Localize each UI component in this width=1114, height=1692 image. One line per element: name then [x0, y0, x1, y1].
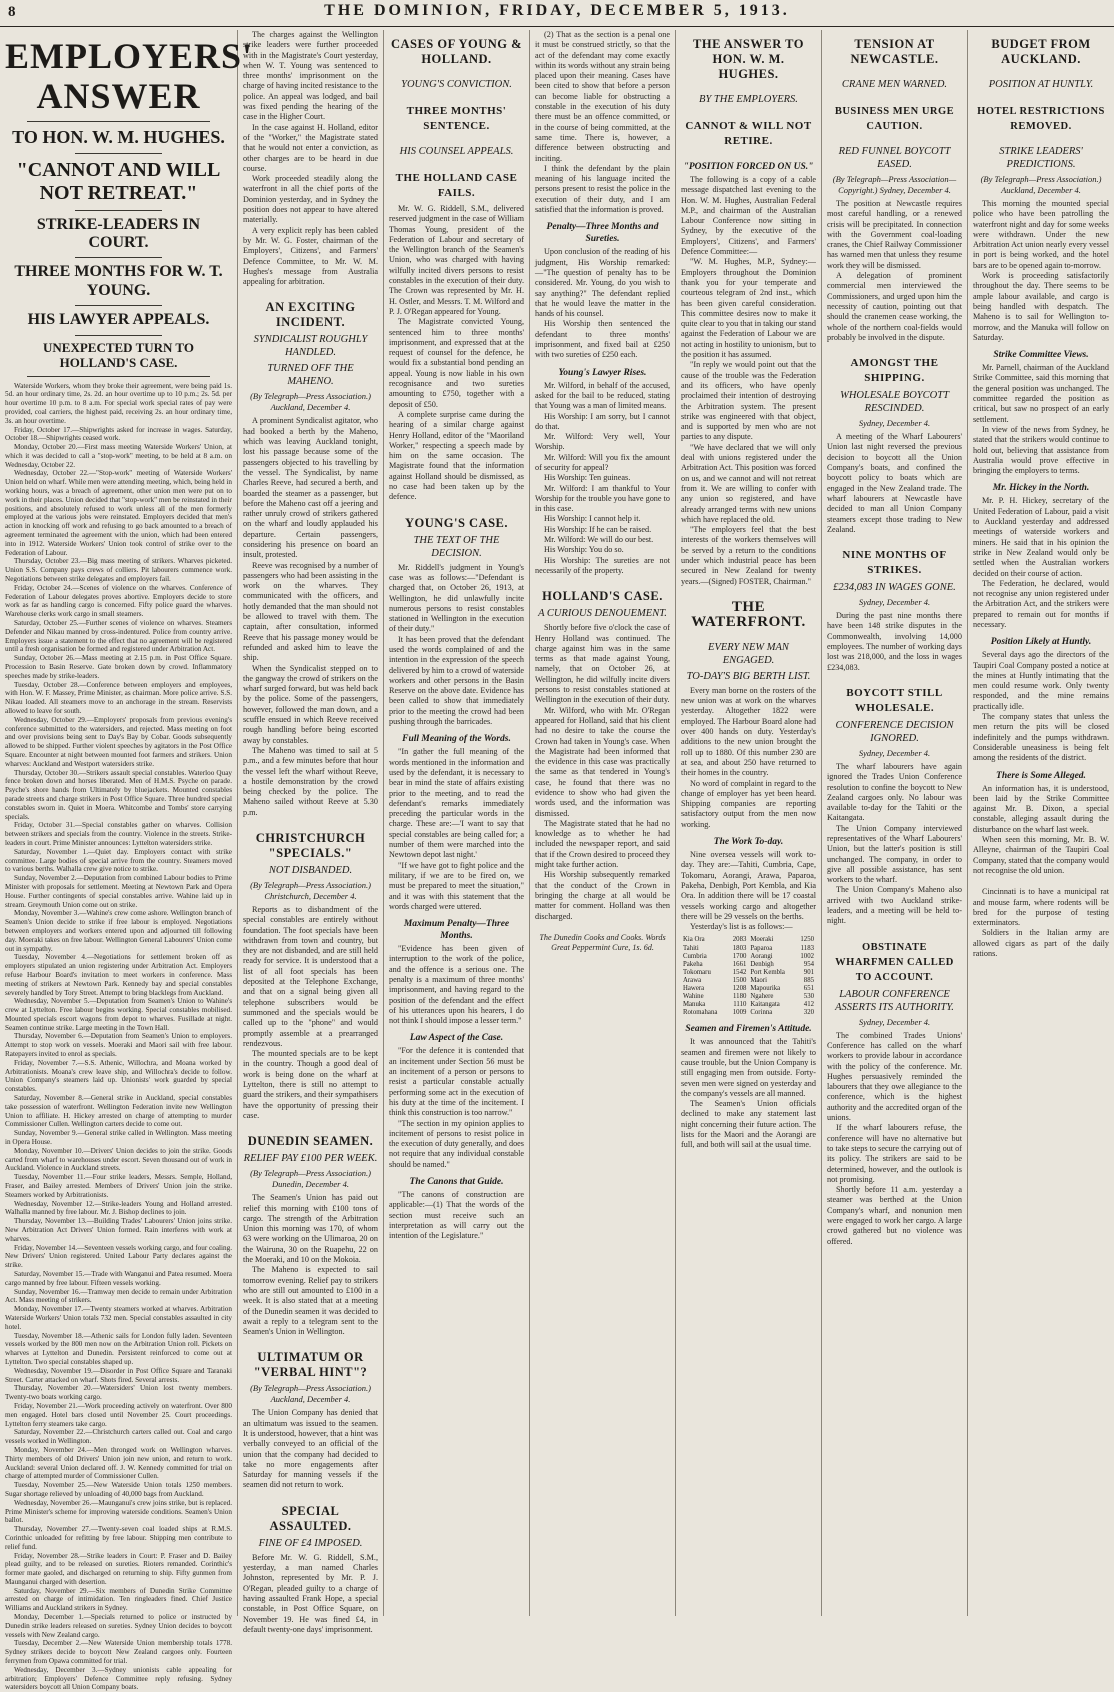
- tally-count: 1500: [732, 976, 747, 984]
- diary-entry: Monday, December 1.—Specials returned to police or instructed by Dunedin strike leaders released on sureties. Sydney Union decides to boycott vessels with New Zealand cargo.: [5, 1613, 232, 1639]
- diary-entry: Monday, November 3.—Wahine's crew come ashore. Wellington branch of Seamen's Union decide to strike if free labour is employed. Negotiations between employers and workers entered upon and adjourned till following day. Moeraki takes on free labour. Wellington General Labourers' Union come out in sympathy.: [5, 909, 232, 953]
- tally-count: 901: [803, 968, 814, 976]
- paragraph: No word of complaint in regard to the change of employer has yet been heard. Shipping companies are reporting satisfactory output from the men now working.: [681, 778, 816, 829]
- diary-entry: Wednesday, November 5.—Deputation from Seamen's Union to Wahine's crew at Lyttelton. Free labour begins working. Special constables mobilised. Mounted specials escort wagons from depot to wharves. Fusillade at night. Seamen continue strike. Large meeting in the Town Hall.: [5, 997, 232, 1032]
- dunedin-headline: DUNEDIN SEAMEN.: [247, 1134, 374, 1149]
- paragraph: Mr. Wilford, who with Mr. O'Regan appeared for Holland, said that his client had no desire to take the course the Crown had taken in Young's case. When the Magistrate had been informed that the evidence in this case was practically the same as that tendered in Young's case, he found that there was no evidence to show who had given the words used, and the information was dismissed.: [535, 705, 670, 818]
- boycott-body: [827, 762, 962, 927]
- hickey-body: [973, 496, 1109, 630]
- tally-row: [681, 1009, 816, 1017]
- diary-entry: Wednesday, October 29.—Employers' proposals from previous evening's conference submitted to the watersiders, and rejected. Mass meeting on foot and over provisions being sent to Day's Bay by Cobar. Goods subsequently allowed to be shipped. Further violent speeches by agitators in the Post Office Square. Encounter at night between mounted foot farmers and strikers. Union wharves: Auckland and Westport watersiders strike.: [5, 715, 232, 768]
- paragraph: The company states that unless the men return the pits will be closed indefinitely and the pumps withdrawn. Considerable uneasiness is being felt among the residents of the district.: [973, 712, 1109, 763]
- tally-vessel: Corinna: [750, 1009, 773, 1017]
- paragraph: Mr. Wilford: Very well, Your Worship.: [535, 432, 670, 452]
- auckland-subhead-2: HOTEL RESTRICTIONS REMOVED.: [977, 106, 1105, 132]
- column-2: [238, 30, 384, 1634]
- tally-vessel: Hawera: [683, 984, 705, 992]
- paragraph: His Worship: You do so.: [544, 545, 624, 555]
- paragraph: Mr. Parnell, chairman of the Auckland Strike Committee, said this morning that the general position was unchanged. The committee regarded the position as critical, but saw no prospect of an early settlement.: [973, 363, 1109, 424]
- paragraph: The Maheno is expected to sail tomorrow evening. Relief pay to strikers who are still out amounted to £100 in a week. It is also stated that at a meeting of the Dunedin seamen it was decided to await a reply to a telegram sent to the Seamen's Union in Wellington.: [243, 1265, 378, 1337]
- paragraph: The Union Company interviewed representatives of the Wharf Labourers' Union, but the latter's position is still unchanged. The company, in order to give all possible assistance, has sent workers to the wharf.: [827, 823, 962, 885]
- diary-entry: Wednesday, October 22.—"Stop-work" meeting of Waterside Workers' Union held on wharf. While men were attending meeting, which, being held in working hours, was a breach of agreement, other union men were put on to work in their places. Union decided that "stop-work" men be reinstated in their positions, and absolutely refused to work unless all of the men formerly employed at the various jobs were reinstated. Employers decided that men's action in knocking off work and refusing to go back amounted to a breach of agreement terminated the agreement with the union, which had been entered into in 1912. Waterside Workers' Union took control of strike over to the Federation of Labour.: [5, 469, 232, 557]
- diary-entry: Friday, October 24.—Scenes of violence on the wharves. Conference of Federation of Labour delegates proves abortive. Employers decide to store work as far as handling cargo is concerned. Fifty police guard the wharves. Warehouse clerks work cargo in small steamers.: [5, 583, 232, 619]
- newcastle-body: [827, 199, 962, 343]
- diary-entry: Monday, October 20.—First mass meeting Waterside Workers' Union, at which it was decided to call a "stop-work" meeting, to be held at 8 a.m. on Wednesday, October 22.: [5, 443, 232, 469]
- tally-count: 1110: [733, 1001, 747, 1009]
- diary-entry: Thursday, November 20.—Watersiders' Union lost twenty members. Twenty-two boats working cargo.: [5, 1384, 232, 1402]
- penalty-sidehead: Penalty—Three Months and Sureties.: [546, 222, 659, 245]
- auckland-subhead-1: POSITION AT HUNTLY.: [988, 79, 1094, 90]
- position-forced-body: [681, 175, 816, 587]
- paragraph: The following is a copy of a cable message dispatched last evening to the Hon. W. M. Hughes, Australian Federal M.P., and chairman of the Australian Labour Conference now sitting in Sydney, by the executive of the Employers', Citizens', and Farmers' Defence Committee:—: [681, 175, 816, 257]
- paragraph: The Magistrate stated that he had no knowledge as to whether he had included the newspaper report, and said that if the Crown desired to proceed they might take further action.: [535, 818, 670, 870]
- special-assaulted-body: [243, 1553, 378, 1635]
- auckland-headline: BUDGET FROM AUCKLAND.: [991, 37, 1091, 66]
- paragraph: "The employers feel that the best interests of the workers themselves will be served by a return to the conditions under which industrial peace has been secured in New Zealand for twenty years.—(Signed) FOSTER, Chairman.": [681, 525, 816, 586]
- young-holland-body-5: [389, 1046, 524, 1170]
- diary-entry: Tuesday, November 18.—Athenic sails for London fully laden. Seventeen vessels worked by the 800 men now on the Arbitration Union roll. Pickets on wharves at Lyttelton and Dunedin. Persistent reinforced to come out at Lyttelton. Two special constables shaped up.: [5, 1331, 232, 1366]
- young-holland-subhead-3: HIS COUNSEL APPEALS.: [399, 146, 514, 157]
- paragraph: "For the defence it is contended that an incitement under Section 56 must be an incitement of a person or persons to resist a particular constable actually performing some act in the execution of his duty at the time of the incitement. I think this construction is too narrow.": [389, 1046, 524, 1118]
- paragraph: Mr. P. H. Hickey, secretary of the United Federation of Labour, paid a visit to Auckland yesterday and addressed meetings of waterside workers and miners. He said that in his opinion the strike in New Zealand would only be settled when the Australian workers decided on their course of action.: [973, 496, 1109, 578]
- paragraph: "Evidence has been given of interruption to the work of the police, and the offence is a serious one. The penalty is a maximum of three months' imprisonment, and having regard to the position of the defendant and the effect of his utterances upon his hearers, I do not think I should impose a lesser term.": [389, 944, 524, 1026]
- page-number: 8: [8, 4, 16, 20]
- diary-entry: Thursday, October 30.—Strikers assault special constables. Waterloo Quay fence broken down and horses liberated. Men of H.M.S. Psyche on parade. Psyche's shore hands from Ultimately by bluejackets. Mounted constables parade streets and charge strikers in Post Office Square. Three hundred special constables sworn in. Quiet in Moera. Whitcombe and Tombs' store carrying specials.: [5, 768, 232, 821]
- waterfront-subhead-2: TO-DAY'S BIG BERTH LIST.: [686, 670, 811, 682]
- tally-row: [681, 985, 816, 993]
- exciting-headline: AN EXCITING INCIDENT.: [265, 300, 356, 330]
- vessel-tally-table: [681, 936, 816, 1017]
- strike-committee-body: [973, 363, 1109, 476]
- tally-vessel: Manuka: [683, 1001, 706, 1009]
- paragraph: The Union Company's Maheno also arrived with two Auckland strike-leaders, and a meeting will be held to-night.: [827, 885, 962, 926]
- headline-deck-6: HIS LAWYER APPEALS.: [27, 311, 210, 329]
- paragraph: In the case against H. Holland, editor of the "Worker," the Magistrate stated that he would not enter a conviction, as other charges are to be heard in due course.: [243, 122, 378, 173]
- lead-headline: EMPLOYERS' ANSWER: [5, 36, 254, 116]
- paragraph: A very explicit reply has been cabled by Mr. W. G. Foster, chairman of the Employers', Citizens', and Farmers' Defence Committee, to Mr. W. M. Hughes's message from Australia appealing for arbitration.: [243, 225, 378, 287]
- auckland-subhead-3: STRIKE LEADERS' PREDICTIONS.: [999, 146, 1083, 170]
- tally-count: 1700: [732, 952, 747, 960]
- paragraph: A prominent Syndicalist agitator, who had booked a berth by the Maheno, which was leaving Auckland tonight, lost his passage because some of the passengers objected to his travelling by the vessel. The Syndicalist, by name Charles Reeve, had secured a berth, and boarded the steamer as a passenger, but before the Maheno cast off a jeering and rather unruly crowd of strikers gathered on the wharf and loudly applauded his departure. Certain passengers, considering his presence on board an insult, protested.: [243, 416, 378, 560]
- tally-count: 2083: [732, 936, 747, 944]
- paragraph: The Maheno was timed to sail at 5 p.m., and a few minutes before that hour the vessel left the wharf without Reeve, a hostile demonstration by the crowd being checked by the police. The Maheno sailed without Reeve at 5.30 p.m.: [243, 745, 378, 817]
- paragraph: The Magistrate convicted Young, sentenced him to three months' imprisonment, and expressed that at the request of counsel for the defence, he would fix a substantial bond pending an appeal. Young is now liable in his own recognisance and two sureties amounting to £750, together with a deposit of £50.: [389, 317, 524, 409]
- seamen-attitude-sidehead: Seamen and Firemen's Attitude.: [685, 1024, 812, 1035]
- paragraph: The combined Trades Unions' Conference has called on the wharf workers to provide labour in accordance with the policy of the conference. Mr. Hughes persuasively reminded the labourers that they owe allegiance to the conference, which is the highest authority and the accredited organ of the unions.: [827, 1030, 962, 1123]
- diary-entry: Wednesday, November 19.—Disorder in Post Office Square and Taranaki Street. Carter attacked on wharf. Shots fired. Several arrests.: [5, 1366, 232, 1384]
- paragraph: "We have declared that we will only deal with unions registered under the Arbitration Act. This position was forced on us, and we cannot and will not retreat from it. We are willing to confer with any union so registered, and have already arranged terms with new unions which have replaced the old.: [681, 442, 816, 524]
- christchurch-subhead: NOT DISBANDED.: [268, 865, 353, 876]
- alleged-sidehead: There is Some Alleged.: [996, 770, 1086, 781]
- position-forced-sidehead: "POSITION FORCED ON US.": [683, 162, 814, 172]
- diary-entry: Saturday, November 1.—Quiet day. Employers contact with strike committee. Large bodies of special arrive from the country. Steamers moved to various berths. Walhalla crew give notice to strike.: [5, 847, 232, 874]
- text-decision-subhead: THE TEXT OF THE DECISION.: [413, 534, 500, 559]
- nine-months-subhead: £234,083 IN WAGES GONE.: [833, 582, 956, 594]
- paragraph: Shortly before 11 a.m. yesterday a steamer was berthed at the Union Company's wharf, and nonunion men were engaged to work her cargo. A large crowd gathered but no violence was offered.: [827, 1185, 962, 1246]
- tally-count: 651: [803, 984, 814, 992]
- special-assaulted-subhead: FINE OF £4 IMPOSED.: [258, 1537, 363, 1549]
- tally-vessel: Cumbria: [683, 952, 707, 960]
- diary-entry: Tuesday, November 25.—New Waterside Union totals 1250 members. Sugar shortage relieved by unloading of 40,000 bags from Auckland.: [5, 1481, 232, 1498]
- obstinate-body: [827, 1031, 962, 1247]
- tally-vessel: Port Kembla: [750, 968, 785, 976]
- paragraph: A meeting of the Wharf Labourers' Union last night reversed the previous decision to boycott all the Union Company's boats, and confined the boycott policy to boats which are engaged in the New Zealand trade. The wharf labourers at Newcastle have decided to man all Union Company steamers except those trading to New Zealand.: [827, 432, 962, 534]
- paragraph: It was announced that the Tahiti's seamen and firemen were not likely to cause trouble, but the Union Company is still engaging men from outside. Forty-seven men were signed on yesterday and the company's vessels are all manned.: [681, 1037, 816, 1098]
- tally-vessel: Wahine: [683, 993, 704, 1001]
- dunedin-subhead: RELIEF PAY £100 PER WEEK.: [243, 1153, 378, 1165]
- headline-deck-4: STRIKE-LEADERS IN COURT.: [36, 215, 201, 252]
- exciting-dateline: (By Telegraph—Press Association.) Auckland, December 4.: [250, 391, 371, 413]
- headline-deck-7: UNEXPECTED TURN TO HOLLAND'S CASE.: [43, 339, 194, 370]
- lawyer-sidehead: Young's Lawyer Rises.: [558, 367, 647, 378]
- paragraph: Soldiers in the Italian army are allowed cigars as part of the daily rations.: [973, 928, 1109, 958]
- penalty-body: [535, 247, 670, 360]
- diary-entry: Tuesday, December 2.—New Waterside Union membership totals 1778. Sydney strikers decide to boycott New Zealand cargoes only. Fourteen ferrymen from Opawa committed for trial.: [5, 1639, 232, 1666]
- dunedin-body: [243, 1193, 378, 1337]
- paragraph: An information has, it is understood, been laid by the Strike Committee against Mr. B. Dixon, a special constable, alleging assault during the disturbance on the wharf last week.: [973, 783, 1109, 834]
- christchurch-headline: CHRISTCHURCH "SPECIALS.": [255, 831, 366, 860]
- diary-entry: Sunday, October 26.—Mass meeting at 2.15 p.m. in Post Office Square. Procession to Basin Reserve. Gate broken down by crowd. Inflammatory speeches made by strike-leaders.: [5, 654, 232, 680]
- tally-row: [681, 1001, 816, 1009]
- paragraph: When the Syndicalist stepped on to the gangway the crowd of strikers on the wharf surged forward, but was held back by the police. Some of the passengers, however, followed the man down, and a scuffle ensued in which Reeve received rough handling before being escorted away by constables.: [243, 663, 378, 745]
- obstinate-headline: OBSTINATE WHARFMEN CALLED TO ACCOUNT.: [835, 941, 954, 983]
- boycott-headline: BOYCOTT STILL WHOLESALE.: [846, 686, 943, 714]
- paragraph: His Worship: If he can be raised.: [544, 524, 652, 534]
- paragraph: The Federation, he declared, would not recognise any union registered under the Arbitration Act, and the strikers were prepared to remain out for months if necessary.: [973, 578, 1109, 629]
- paragraph: Yesterday's list is as follows:—: [690, 922, 793, 932]
- boycott-subhead: CONFERENCE DECISION IGNORED.: [835, 719, 954, 744]
- young-holland-subhead-2: THREE MONTHS' SENTENCE.: [406, 105, 507, 132]
- holland-fails-subhead: THE HOLLAND CASE FAILS.: [395, 172, 518, 199]
- alleged-body: [973, 784, 1109, 877]
- tally-row: [681, 953, 816, 961]
- paragraph: I think the defendant by the plain meaning of his language incited the persons present to resist the police in the execution of their duty, and I am satisfied that the information is proved.: [535, 163, 670, 215]
- paragraph: Several days ago the directors of the Taupiri Coal Company posted a notice at the mines at Huntly intimating that the men could resume work. Only twenty responded, and the mine remains practically idle.: [973, 650, 1109, 711]
- newcastle-dateline: (By Telegraph—Press Association—Copyright.) Sydney, December 4.: [832, 174, 957, 195]
- young-holland-body-2: [389, 563, 524, 728]
- paragraph: The Seamen's Union officials declined to make any statement last night concerning their future action. The lists for the Maori and the Aorangi are full, and both will sail at the usual time.: [681, 1099, 816, 1150]
- nine-months-headline: NINE MONTHS OF STRIKES.: [842, 549, 947, 577]
- diary-entry: Sunday, November 16.—Tramway men decide to remain under Arbitration Act. Mass meeting of strikers.: [5, 1287, 232, 1305]
- diary-entry: Monday, November 10.—Drivers' Union decides to join the strike. Goods carted from wharf to warehouses under escort. Seven thousand out of work in Auckland. Violence in Auckland streets.: [5, 1146, 232, 1173]
- law-aspect-sidehead: Law Aspect of the Case.: [409, 1033, 504, 1044]
- tally-count: 1009: [732, 1009, 747, 1017]
- paragraph: It has been proved that the defendant used the words complained of and the intention in the expression of the speech delivered by him to a crowd of waterside workers and other persons in the Basin Reserve on the above date. Evidence has been called to show that immediately prior to the meeting the crowd had been pushing through the barricades.: [389, 634, 524, 727]
- diary-entry: Thursday, November 27.—Twenty-seven coal loaded ships at R.M.S. Corinthic unloaded for refitting by free labour. Shipping men contribute to relief fund.: [5, 1525, 232, 1551]
- diary-entry: Wednesday, November 26.—Maunganui's crew joins strike, but is replaced. Prime Minister's scheme for improving waterside conditions. Seamen's Union ballot.: [5, 1498, 232, 1525]
- diary-entry: Saturday, October 25.—Further scenes of violence on wharves. Steamers Defender and Nikau manned by cross-indentured. Police from country arrive. Employers issue a statement to the effect that no agreement will be registered until a fresh organisation be formed and registered under Arbitration Act.: [5, 619, 232, 654]
- column-1: [0, 30, 254, 1692]
- tally-vessel: Tokomaru: [683, 968, 711, 976]
- diary-entry: Monday, November 17.—Twenty steamers worked at wharves. Arbitration Waterside Workers' Union totals 732 men. Special constables assaulted in city hotel.: [5, 1305, 232, 1331]
- ultimatum-headline: ULTIMATUM OR "VERBAL HINT"?: [253, 1350, 368, 1380]
- work-today-body: [681, 850, 816, 932]
- paragraph: Mr. Wilford: We will do our best.: [544, 535, 654, 545]
- newcastle-subhead-3: RED FUNNEL BOYCOTT EASED.: [838, 146, 951, 170]
- lawyer-body: [535, 381, 670, 577]
- strike-diary: [5, 382, 232, 1692]
- diary-entry: Waterside Workers, whom they broke their agreement, were being paid 1s. 5d. an hour ordinary time, 2s. 2d. an hour overtime up to 10 p.m.; 2s. 5d. per hour overtime 10 p.m. to 8 a.m. For special work special rates of pay were provided, coal carriers, the highest paid, receiving 2s. an hour ordinary time, 3s. an hour overtime.: [5, 381, 232, 425]
- tally-vessel: Denbigh: [750, 960, 774, 968]
- paragraph: Mr. W. G. Riddell, S.M., delivered reserved judgment in the case of William Thomas Young, president of the Federation of Labour and secretary of the Wellington branch of the Seamen's Union, who was charged with having wilfully incited divers persons to resist constables in the execution of their duty. The Crown was represented by Mr. H. H. Ostler, and Messrs. T. M. Wilford and P. J. O'Regan appeared for Young.: [389, 204, 524, 316]
- answer-hughes-subhead-1: BY THE EMPLOYERS.: [699, 94, 798, 105]
- paragraph: A delegation of prominent commercial men interviewed the Commissioners, and urged upon him the necessity of caution, pointing out that should the cranemen cease working, the whole of the northern coal-fields would probably be involved in the dispute.: [827, 271, 962, 342]
- paragraph: Upon conclusion of the reading of his judgment, His Worship remarked:—"The question of penalty has to be considered. Mr. Young, do you wish to say anything?" The defendant replied that he would leave the matter in the hands of his counsel.: [535, 247, 670, 319]
- paragraph: "The section in my opinion applies to incitement of persons to resist police in the execution of duty generally, and does not require that any individual constable should be named.": [389, 1118, 524, 1169]
- paragraph: The Seamen's Union has paid out relief this morning with £100 tons of cargo. The strength of the Arbitration Union this morning was 170, of whom 63 were working on the Ulimaroa, 20 on the Wairuna, 30 on the Ruapehu, 22 on the Moeraki, and 10 on the Mokoia.: [243, 1193, 378, 1265]
- paragraph: Work proceeded steadily along the waterfront in all the chief ports of the Dominion yesterday, and in Sydney the position does not appear to have altered materially.: [243, 174, 378, 225]
- auckland-body: [973, 199, 1109, 343]
- diary-entry: Wednesday, December 3.—Sydney unionists cable appealing for arbitration; Employers' Defence Committee reply refusing. Sydney watersiders boycott all Union Company boats.: [5, 1665, 232, 1692]
- diary-entry: Friday, November 28.—Strike leaders in Court: P. Fraser and D. Bailey plead guilty, and to be released on sureties. Rioters remanded. Corinthic's former mate gaoled, and discharged on returning to ship. Fifty gunmen from Maunganui charged with desertion.: [5, 1551, 232, 1586]
- diary-entry: Sunday, November 2.—Deputation from combined Labour bodies to Prime Minister with proposals for settlement. Meeting at Newtown Park and Opera House. Further contingents of special constables arrive. Wahine laid up in stream. Greymouth Union come out on strike.: [5, 874, 232, 909]
- waterfront-body: [681, 686, 816, 830]
- diary-entry: Saturday, November 15.—Trade with Wanganui and Patea resumed. Moera cargo manned by free labour. Fifteen vessels working.: [5, 1270, 232, 1287]
- tally-count: 1208: [732, 984, 747, 992]
- tally-row: [681, 936, 816, 944]
- tally-row: [681, 993, 816, 1001]
- ultimatum-dateline: (By Telegraph—Press Association.) Auckland, December 4.: [250, 1383, 371, 1405]
- diary-entry: Thursday, October 23.—Big mass meeting of strikers. Wharves picketed. Union S.S. Company pays crews of colliers. Pit labourers commence work. Negotiations between strike delegates and employers fail.: [5, 557, 232, 584]
- intro-body: [243, 30, 378, 287]
- paragraph: Mr. Wilford: Will you fix the amount of security for appeal?: [535, 452, 670, 472]
- paragraph: Nine oversea vessels will work to-day. They are:—Tahiti, Cumbria, Cape, Tokomaru, Aorangi, Arawa, Paparoa, Pakeha, Denbigh, Port Kembla, and Kia Ora. In addition there will be 17 coastal vessels working cargo and altogether there will be 29 vessels on the berths.: [681, 850, 816, 921]
- obstinate-subhead: LABOUR CONFERENCE ASSERTS ITS AUTHORITY.: [835, 988, 954, 1013]
- paragraph: The mounted specials are to be kept in the country. Though a good deal of work is being done on the wharf at Lyttelton, there is still no attempt to guard the strikers, and their sympathisers have the opportunity of pressing their case.: [243, 1049, 378, 1120]
- tally-count: 1002: [800, 952, 814, 960]
- holland-case-headline: HOLLAND'S CASE.: [542, 589, 663, 604]
- paragraph: (2) That as the section is a penal one it must be construed strictly, so that the act of the defendant may come exactly within its words without any strain being placed upon their meaning. Cases have been cited to show that before a person can become liable for obstructing a constable in the execution of his duty there must be an offence committed, or in the course of being committed, at the same time. There is, however, a difference between obstructing and inciting.: [535, 30, 670, 163]
- paragraph: Mr. Wilford, in behalf of the accused, asked for the bail to be reduced, stating that Young was a man of limited means.: [535, 380, 670, 411]
- paragraph: If the wharf labourers refuse, the conference will have no alternative but to take steps to secure the carrying out of its policy. The strikers are said to be determined, however, and the outlook is not promising.: [827, 1123, 962, 1184]
- paragraph: "The canons of construction are applicable:—(1) That the words of the section must receive such an interpretation as will carry out the intention of the Legislature.": [389, 1190, 524, 1241]
- paragraph: The wharf labourers have again ignored the Trades Union Conference resolution to confine the boycott to New Zealand cargoes only. No labour was available to-day for the Tahiti or the Kaitangata.: [827, 761, 962, 823]
- diary-entry: Wednesday, November 12.—Strike-leaders Young and Holland arrested. Walhalla manned by free labour. Mr. J. Bishop declines to join.: [5, 1199, 232, 1217]
- tally-count: 412: [803, 1001, 814, 1009]
- young-holland-headline: CASES OF YOUNG & HOLLAND.: [390, 37, 523, 66]
- column-4: [530, 30, 676, 1616]
- column-3: [384, 30, 530, 1616]
- young-holland-body-1: [389, 204, 524, 503]
- tally-vessel: Arawa: [683, 976, 702, 984]
- newcastle-headline: TENSION AT NEWCASTLE.: [850, 37, 939, 66]
- decision-continued-body: [535, 30, 670, 215]
- paragraph: The Union Company has denied that an ultimatum was issued to the seamen. It is understood, however, that a hint was verbally conveyed to an official of the union that the company had decided to take no more engagements after Saturday for manning vessels if the seamen did not return to work.: [243, 1408, 378, 1490]
- tally-count: 1250: [800, 936, 814, 944]
- young-holland-body-3: [389, 747, 524, 912]
- diary-entry: Tuesday, October 28.—Conference between employers and employees, with Hon. W. F. Massey, Prime Minister, as chairman. More police arrive. S.S. Nikau loaded. All steamers move to an anchorage in the stream. Reservists allowed to leave for south.: [5, 680, 232, 715]
- tally-count: 885: [803, 976, 814, 984]
- paragraph: Reeve was recognised by a number of passengers who had been assisting in the work on the wharves. They communicated with the officers, and hotly demanded that the man should not be allowed to travel with them. The captain, after consultation, informed Reeve that his passage money would be refunded and asked him to leave the ship.: [243, 560, 378, 663]
- headline-deck-2: TO HON. W. M. HUGHES.: [12, 127, 225, 147]
- tally-count: 1803: [732, 944, 747, 952]
- shipping-dateline: Sydney, December 4.: [858, 418, 931, 429]
- diary-entry: Sunday, November 9.—General strike called in Wellington. Mass meeting in Opera House.: [5, 1129, 232, 1147]
- huntly-sidehead: Position Likely at Huntly.: [990, 637, 1092, 648]
- filler-body: [973, 887, 1109, 959]
- tally-row: [681, 969, 816, 977]
- tally-vessel: Mapourika: [750, 984, 781, 992]
- waterfront-headline: THE WATERFRONT.: [691, 598, 806, 630]
- newspaper-title: THE DOMINION, FRIDAY, DECEMBER 5, 1913.: [324, 2, 790, 19]
- footer-advert: The Dunedin Cooks and Cooks. Words Great Peppermint Cure, 1s. 6d.: [539, 932, 666, 953]
- tally-count: 1180: [733, 993, 747, 1001]
- tally-vessel: Aorangi: [750, 952, 773, 960]
- tally-vessel: Kaitangata: [750, 1001, 780, 1009]
- auckland-dateline: (By Telegraph—Press Association.) Auckland, December 4.: [980, 174, 1102, 195]
- paragraph: "In gather the full meaning of the words mentioned in the information and used by the defendant, it is necessary to bear in mind the state of affairs existing prior to the meeting, and to read the defendant's remarks immediately preceding the particular words in the charge. These are:—'I want to say that special constables are being called for; a number of them were marched into the Newtown depot last night.': [389, 747, 524, 860]
- paragraph: Mr. Wilford: I am thankful to Your Worship for the trouble you have gone to in this case.: [535, 483, 670, 514]
- diary-entry: Saturday, November 8.—General strike in Auckland, special constables take possession of waterfront. Wellington Federation invite new Wellington Union to affiliate. H. Hickey arrested on charge of attempting to murder Commissioner Cullen. Wellington carters decide to come out.: [5, 1094, 232, 1129]
- column-7: [968, 30, 1114, 1616]
- paragraph: In view of the news from Sydney, he stated that the strikers would continue to hold out, believing that assistance from Australia would prove effective in bringing the employers to terms.: [973, 424, 1109, 476]
- paragraph: His Worship: I cannot help it.: [544, 514, 641, 524]
- max-penalty-sidehead: Maximum Penalty—Three Months.: [403, 919, 510, 942]
- tally-vessel: Moeraki: [750, 936, 774, 944]
- tally-row: [681, 977, 816, 985]
- paragraph: His Worship subsequently remarked that the conduct of the Crown in bringing the charge at all would be matter for comment. Holland was then discharged.: [535, 870, 670, 921]
- paragraph: When seen this morning, Mr. B. W. Alleyne, chairman of the Taupiri Coal Company, stated that the company would not recognise the old union.: [973, 835, 1109, 875]
- headline-deck-5: THREE MONTHS FOR W. T. YOUNG.: [14, 263, 223, 299]
- nine-months-dateline: Sydney, December 4.: [858, 597, 931, 608]
- paragraph: Every man borne on the rosters of the new union was at work on the wharves yesterday. Altogether 1822 were employed. The Harbour Board alone had over 400 hands on duty. Yesterday's additions to the new union brought the roll up to 1880. Of this number 230 are at sea, and about 250 have returned to their homes in the country.: [681, 685, 816, 778]
- paragraph: Mr. Riddell's judgment in Young's case was as follows:—"Defendant is charged that, on October 26, 1913, at Wellington, he did unlawfully incite numerous persons to resist constables stationed in Wellington in the execution of their duty.": [389, 562, 524, 634]
- paragraph: "In reply we would point out that the cause of the trouble was the Federation and its officers, who have openly proclaimed their intention of destroying the Arbitration system. The present strike was engineered with that object, and is supported by men who are not parties to any dispute.: [681, 360, 816, 442]
- paragraph: Shortly before five o'clock the case of Henry Holland was continued. The charge against him was in the same terms as that made against Young, namely, that on October 26, at Wellington, he did wilfully incite divers persons to resist constables stationed at Wellington in the execution of their duty.: [535, 623, 670, 705]
- christchurch-dateline: (By Telegraph—Press Association.) Christchurch, December 4.: [250, 880, 371, 901]
- diary-entry: Tuesday, November 4.—Negotiations for settlement broken off as employers stipulated an union registering under Arbitration Act. Employers refuse Harbour Board's invitation to meet workers in conference. Mass meeting of strikers at Newtown Park. Kennedy bay and special constables severely handled by Tory Street. Attempt to bring blacklegs from Auckland.: [5, 953, 232, 997]
- tally-count: 1661: [732, 960, 747, 968]
- paragraph: Work is proceeding satisfactorily throughout the day. There seems to be ample labour available, and cargo is being handled with despatch. The Maheno is to sail for Wellington to-morrow, and the Manuka will follow on Saturday.: [973, 271, 1109, 342]
- young-holland-subhead-1: YOUNG'S CONVICTION.: [401, 79, 512, 90]
- column-6: [822, 30, 968, 1616]
- tally-row: [681, 961, 816, 969]
- diary-entry: Friday, October 17.—Shipwrights asked for increase in wages. Saturday, October 18.—Shipwrights ceased work.: [5, 425, 232, 443]
- exciting-subhead-2: TURNED OFF THE MAHENO.: [267, 363, 354, 388]
- young-holland-body-6: [389, 1190, 524, 1241]
- tally-vessel: Rotomahana: [683, 1009, 718, 1017]
- young-holland-body-4: [389, 944, 524, 1026]
- shipping-headline: AMONGST THE SHIPPING.: [850, 357, 939, 385]
- diary-entry: Friday, November 21.—Work proceeding actively on waterfront. Over 800 men engaged. Hotel bars closed until November 25. Court proceedings. Lyttelton ferry steamers take cargo.: [5, 1401, 232, 1428]
- exciting-body: [243, 416, 378, 818]
- paragraph: Before Mr. W. G. Riddell, S.M., yesterday, a man named Charles Johnston, represented by Mr. P. J. O'Regan, pleaded guilty to a charge of having assaulted Frank Hope, a special constable, in Post Office Square, on November 19. He was fined £4, in default twenty-one days' imprisonment.: [243, 1552, 378, 1634]
- waterfront-subhead: EVERY NEW MAN ENGAGED.: [708, 641, 789, 666]
- paragraph: Cincinnati is to have a municipal rat and mouse farm, where rodents will be bred for the purpose of testing exterminators.: [973, 887, 1109, 928]
- strike-committee-sidehead: Strike Committee Views.: [993, 350, 1089, 361]
- paragraph: During the past nine months there have been 148 strike disputes in the Commonwealth, involving 14,000 employees. The number of working days lost was 218,000, and the loss in wages £234,083.: [827, 611, 962, 672]
- paragraph: The position at Newcastle requires most careful handling, or a renewed crisis will be precipitated. In connection with the Government coal-loading cranes, the Chief Railway Commissioner has warned men that unless they resume work they will be dismissed.: [827, 199, 962, 270]
- paragraph: Reports as to disbandment of the special constables are entirely without foundation. The foot specials have been withdrawn from town and country, but they are not disbanded, and are still held ready for service. It is understood that a list of all foot specials has been deposited at the Telephone Exchange, and that on a signal being given all telephone subscribers would be summoned and the specials would be called up to the "phone" and would promptly assemble at a prearranged rendezvous.: [243, 905, 378, 1048]
- diary-entry: Friday, November 14.—Seventeen vessels working cargo, and four coaling. New Drivers' Union registered. United Labour Party declares against the strike.: [5, 1243, 232, 1270]
- diary-entry: Thursday, November 6.—Deputation from Seamen's Union to employers. Attempt to stop work on vessels. Moeraki and Maori sail with free labour. Ratepayers invited to enrol as specials.: [5, 1032, 232, 1059]
- young-case-headline: YOUNG'S CASE.: [404, 515, 509, 530]
- paragraph: "W. M. Hughes, M.P., Sydney:—Employers throughout the Dominion thank you for your temperate and courteous telegram of 2nd inst., which has been given careful consideration. This committee desires now to make it quite clear to you that in taking our stand against the Federation of Labour we are not acting in hostility to unionism, but to the position it has assumed.: [681, 257, 816, 360]
- tally-count: 530: [803, 993, 814, 1001]
- seamen-attitude-body: [681, 1037, 816, 1150]
- paragraph: "If we have got to fight police and the military, if we are to be fired on, we must be prepared to meet the situation," and it was with this statement that the words charged were uttered.: [389, 860, 524, 911]
- paragraph: His Worship: The sureties are not necessarily of the property.: [535, 555, 670, 575]
- paragraph: His Worship: Ten guineas.: [544, 473, 631, 483]
- obstinate-dateline: Sydney, December 4.: [858, 1016, 931, 1027]
- paragraph: The charges against the Wellington strike leaders were further proceeded with in the Magistrate's Court yesterday, when W. T. Young was sentenced to three months' imprisonment on the charge of having incited resistance to the police. An appeal was lodged, and bail was fixed pending the hearing of the case in the Higher Court.: [243, 30, 378, 122]
- tally-count: 1542: [732, 968, 747, 976]
- huntly-body: [973, 650, 1109, 763]
- tally-count: 320: [803, 1009, 814, 1017]
- paragraph: His Worship: I am sorry, but I cannot do that.: [535, 411, 670, 431]
- tally-row: [681, 945, 816, 953]
- tally-vessel: Maori: [750, 976, 767, 984]
- dunedin-dateline: (By Telegraph—Press Association.) Dunedin, December 4.: [250, 1168, 371, 1190]
- diary-entry: Thursday, November 13.—Building Trades' Labourers' Union joins strike. New Arbitration Act Drivers' Union formed. Rain interferes with work at wharves.: [5, 1217, 232, 1243]
- column-5: [676, 30, 822, 1616]
- full-meaning-sidehead: Full Meaning of the Words.: [402, 734, 511, 745]
- diary-entry: Friday, November 7.—S.S. Athenic, Willochra, and Moana worked by Arbitrationists. Moana's crew leave ship, and Willochra's decide to follow. Union Company's steamers laid up. Unionists' work guarded by special constables.: [5, 1058, 232, 1094]
- paragraph: This morning the mounted special police who have been patrolling the waterfront night and day for some weeks were withdrawn. Under the new Arbitration Act union nearly every vessel in port is being worked, and the hotel bars are to be opened again to-morrow.: [973, 199, 1109, 270]
- boycott-dateline: Sydney, December 4.: [858, 747, 931, 758]
- diary-entry: Saturday, November 22.—Christchurch carters called out. Coal and cargo vessels worked in Wellington.: [5, 1428, 232, 1446]
- tally-vessel: Tahiti: [683, 944, 699, 952]
- ultimatum-body: [243, 1408, 378, 1490]
- tally-count: 954: [803, 960, 814, 968]
- newcastle-subhead-2: BUSINESS MEN URGE CAUTION.: [834, 106, 955, 132]
- diary-entry: Friday, October 31.—Special constables gather on wharves. Collision between strikers and specials from the country. Violence in the streets. Strike-leaders in court. Prime Minister announces: Lyttelton watersiders strike.: [5, 821, 232, 847]
- shipping-body: [827, 432, 962, 535]
- nine-months-body: [827, 611, 962, 673]
- exciting-subhead: SYNDICALIST ROUGHLY HANDLED.: [253, 334, 368, 359]
- tally-count: 1183: [800, 944, 814, 952]
- special-assaulted-headline: SPECIAL ASSAULTED.: [269, 1503, 352, 1533]
- diary-entry: Tuesday, November 11.—Four strike leaders, Messrs. Semple, Holland, Fraser, and Bailey arrested. Members of Drivers' Union join the strike. Steamers worked by Arbitrationists.: [5, 1173, 232, 1199]
- tally-vessel: Pakeha: [683, 960, 703, 968]
- paragraph: His Worship then sentenced the defendant to three months' imprisonment, and fixed bail at £250 with two sureties of £250 each.: [535, 319, 670, 360]
- tally-vessel: Ngahere: [750, 993, 774, 1001]
- work-today-sidehead: The Work To-day.: [713, 837, 784, 848]
- christchurch-body: [243, 905, 378, 1121]
- answer-hughes-headline: THE ANSWER TO HON. W. M. HUGHES.: [693, 37, 804, 81]
- hickey-sidehead: Mr. Hickey in the North.: [992, 483, 1090, 494]
- masthead: [0, 0, 1114, 27]
- holland-case-subhead: A CURIOUS DENOUEMENT.: [538, 608, 667, 620]
- answer-hughes-subhead-2: CANNOT & WILL NOT RETIRE.: [685, 120, 812, 147]
- shipping-subhead: WHOLESALE BOYCOTT RESCINDED.: [840, 390, 949, 415]
- tally-vessel: Paparoa: [750, 944, 773, 952]
- holland-case-body: [535, 623, 670, 922]
- diary-entry: Saturday, November 29.—Six members of Dunedin Strike Committee arrested on charge of intimidation. Ten ringleaders fined. Chief Justice Williams and Auckland strikers in Sydney.: [5, 1586, 232, 1613]
- headline-deck-3: "CANNOT AND WILL NOT RETREAT.": [16, 158, 221, 204]
- newcastle-subhead-1: CRANE MEN WARNED.: [841, 79, 948, 90]
- diary-entry: Monday, November 24.—Men thronged work on Wellington wharves. Thirty members of old Drivers' Union join new union, and return to work. Auckland: several Union declared off. J. W. Kennedy committed for trial on charge of attempted murder of Commissioner Cullen.: [5, 1445, 232, 1481]
- tally-vessel: Kia Ora: [683, 936, 705, 944]
- canons-sidehead: The Canons that Guide.: [409, 1177, 504, 1188]
- paragraph: A complete surprise came during the hearing of a similar charge against Henry Holland, editor of the "Maoriland Worker," respecting a speech made by him on the same occasion. The Magistrate found that the information against Holland should be dismissed, as no case had been taken up by the defence.: [389, 409, 524, 502]
